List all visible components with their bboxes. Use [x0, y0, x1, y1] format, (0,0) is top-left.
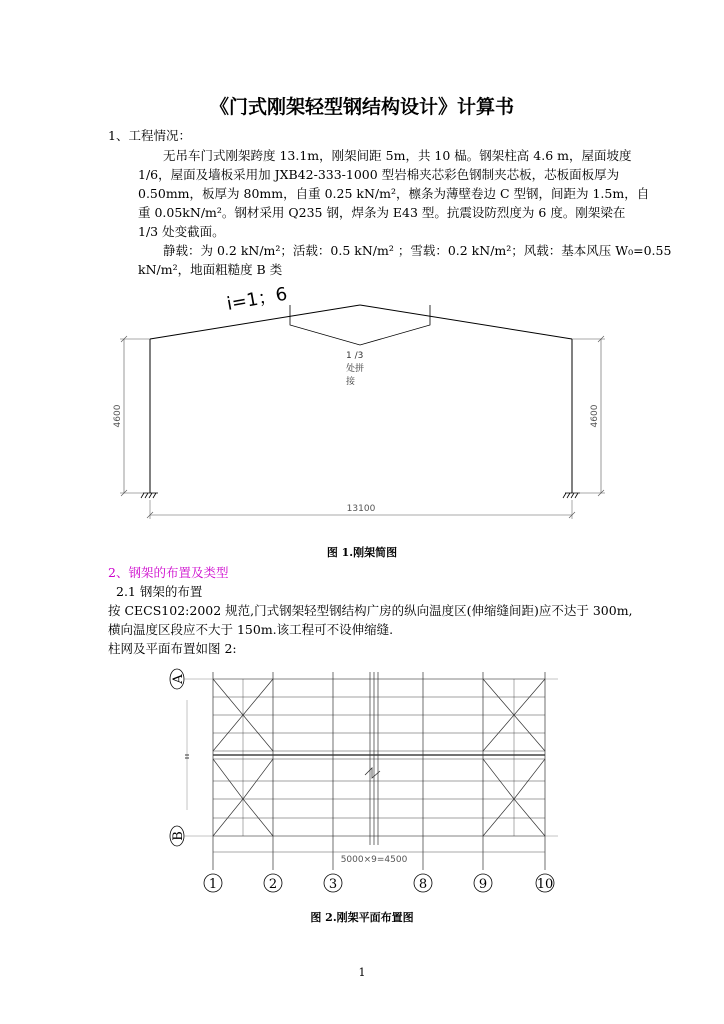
section-2-heading: 2、钢架的布置及类型	[108, 565, 229, 580]
page-number: 1	[358, 966, 366, 979]
axis-a-label: A	[171, 674, 186, 684]
svg-text:10: 10	[536, 877, 554, 892]
grid-bubble-8	[414, 874, 432, 892]
grid-bubble-3	[324, 874, 342, 892]
subsection-2-1-heading: 2.1 钢架的布置	[116, 584, 203, 599]
paragraph-line-5: 1/3 处变截面。	[138, 224, 225, 239]
left-height-dim: 4600	[113, 404, 123, 428]
figure-1-caption: 图 1.刚架简图	[326, 546, 398, 559]
grid-bubble-1	[204, 874, 222, 892]
loads-line-2: kN/m²，地面粗糙度 B 类	[138, 262, 283, 277]
svg-text:2: 2	[268, 877, 278, 892]
section-2-line-2: 横向温度区段应不大于 150m.该工程可不设伸缩缝.	[108, 622, 394, 637]
loads-line-1: 静载：为 0.2 kN/m²；活载：0.5 kN/m² ；雪载：0.2 kN/m²；风载：基本风压 W₀=0.55	[163, 243, 672, 258]
left-bay-bracing	[213, 679, 273, 836]
axis-b-label: B	[171, 831, 186, 841]
purlin-lines	[213, 679, 545, 836]
splice-note-1: 1 /3	[346, 351, 364, 361]
right-height-dim: 4600	[590, 404, 600, 428]
splice-note-3: 接	[346, 377, 356, 387]
grid-bubble-9	[474, 874, 492, 892]
right-bay-bracing	[483, 679, 545, 836]
span-dim: 13100	[346, 504, 376, 514]
section-1-heading: 1、工程情况：	[108, 128, 191, 143]
slope-label: i=1；6	[225, 283, 289, 315]
svg-text:1: 1	[208, 877, 218, 892]
paragraph-line-3: 0.50mm，板厚为 80mm，自重 0.25 kN/m²，檩条为薄壁卷边 C 型钢，间距为 1.5m，自	[138, 186, 650, 201]
paragraph-line-4: 重 0.05kN/m²。钢材采用 Q235 钢，焊条为 E43 型。抗震设防烈度为 6 度。刚架梁在	[138, 205, 626, 220]
grid-bubble-2	[264, 874, 282, 892]
splice-note-2: 处拼	[346, 364, 365, 374]
figure-2-caption: 图 2.刚架平面布置图	[310, 911, 414, 924]
svg-text:8: 8	[418, 877, 428, 892]
grid-bubble-10	[536, 874, 554, 892]
paragraph-line-2: 1/6，屋面及墙板采用加 JXB42-333-1000 型岩棉夹芯彩色钢制夹芯板，芯板面板厚为	[138, 167, 620, 182]
svg-text:3: 3	[328, 877, 338, 892]
bay-dimension: 5000×9=4500	[340, 855, 408, 865]
paragraph-line-1: 无吊车门式刚架跨度 13.1m，刚架间距 5m，共 10 榀。钢架柱高 4.6 m，屋面坡度	[163, 148, 632, 163]
section-2-line-1: 按 CECS102:2002 规范,门式钢架轻型钢结构广房的纵向温度区(伸缩缝间距)应不达于 300m,	[108, 603, 633, 618]
section-2-line-3: 柱网及平面布置如图 2:	[108, 641, 237, 656]
frame-lines	[213, 672, 545, 870]
svg-text:9: 9	[478, 877, 488, 892]
page-title: 《门式刚架轻型钢结构设计》计算书	[209, 96, 514, 118]
